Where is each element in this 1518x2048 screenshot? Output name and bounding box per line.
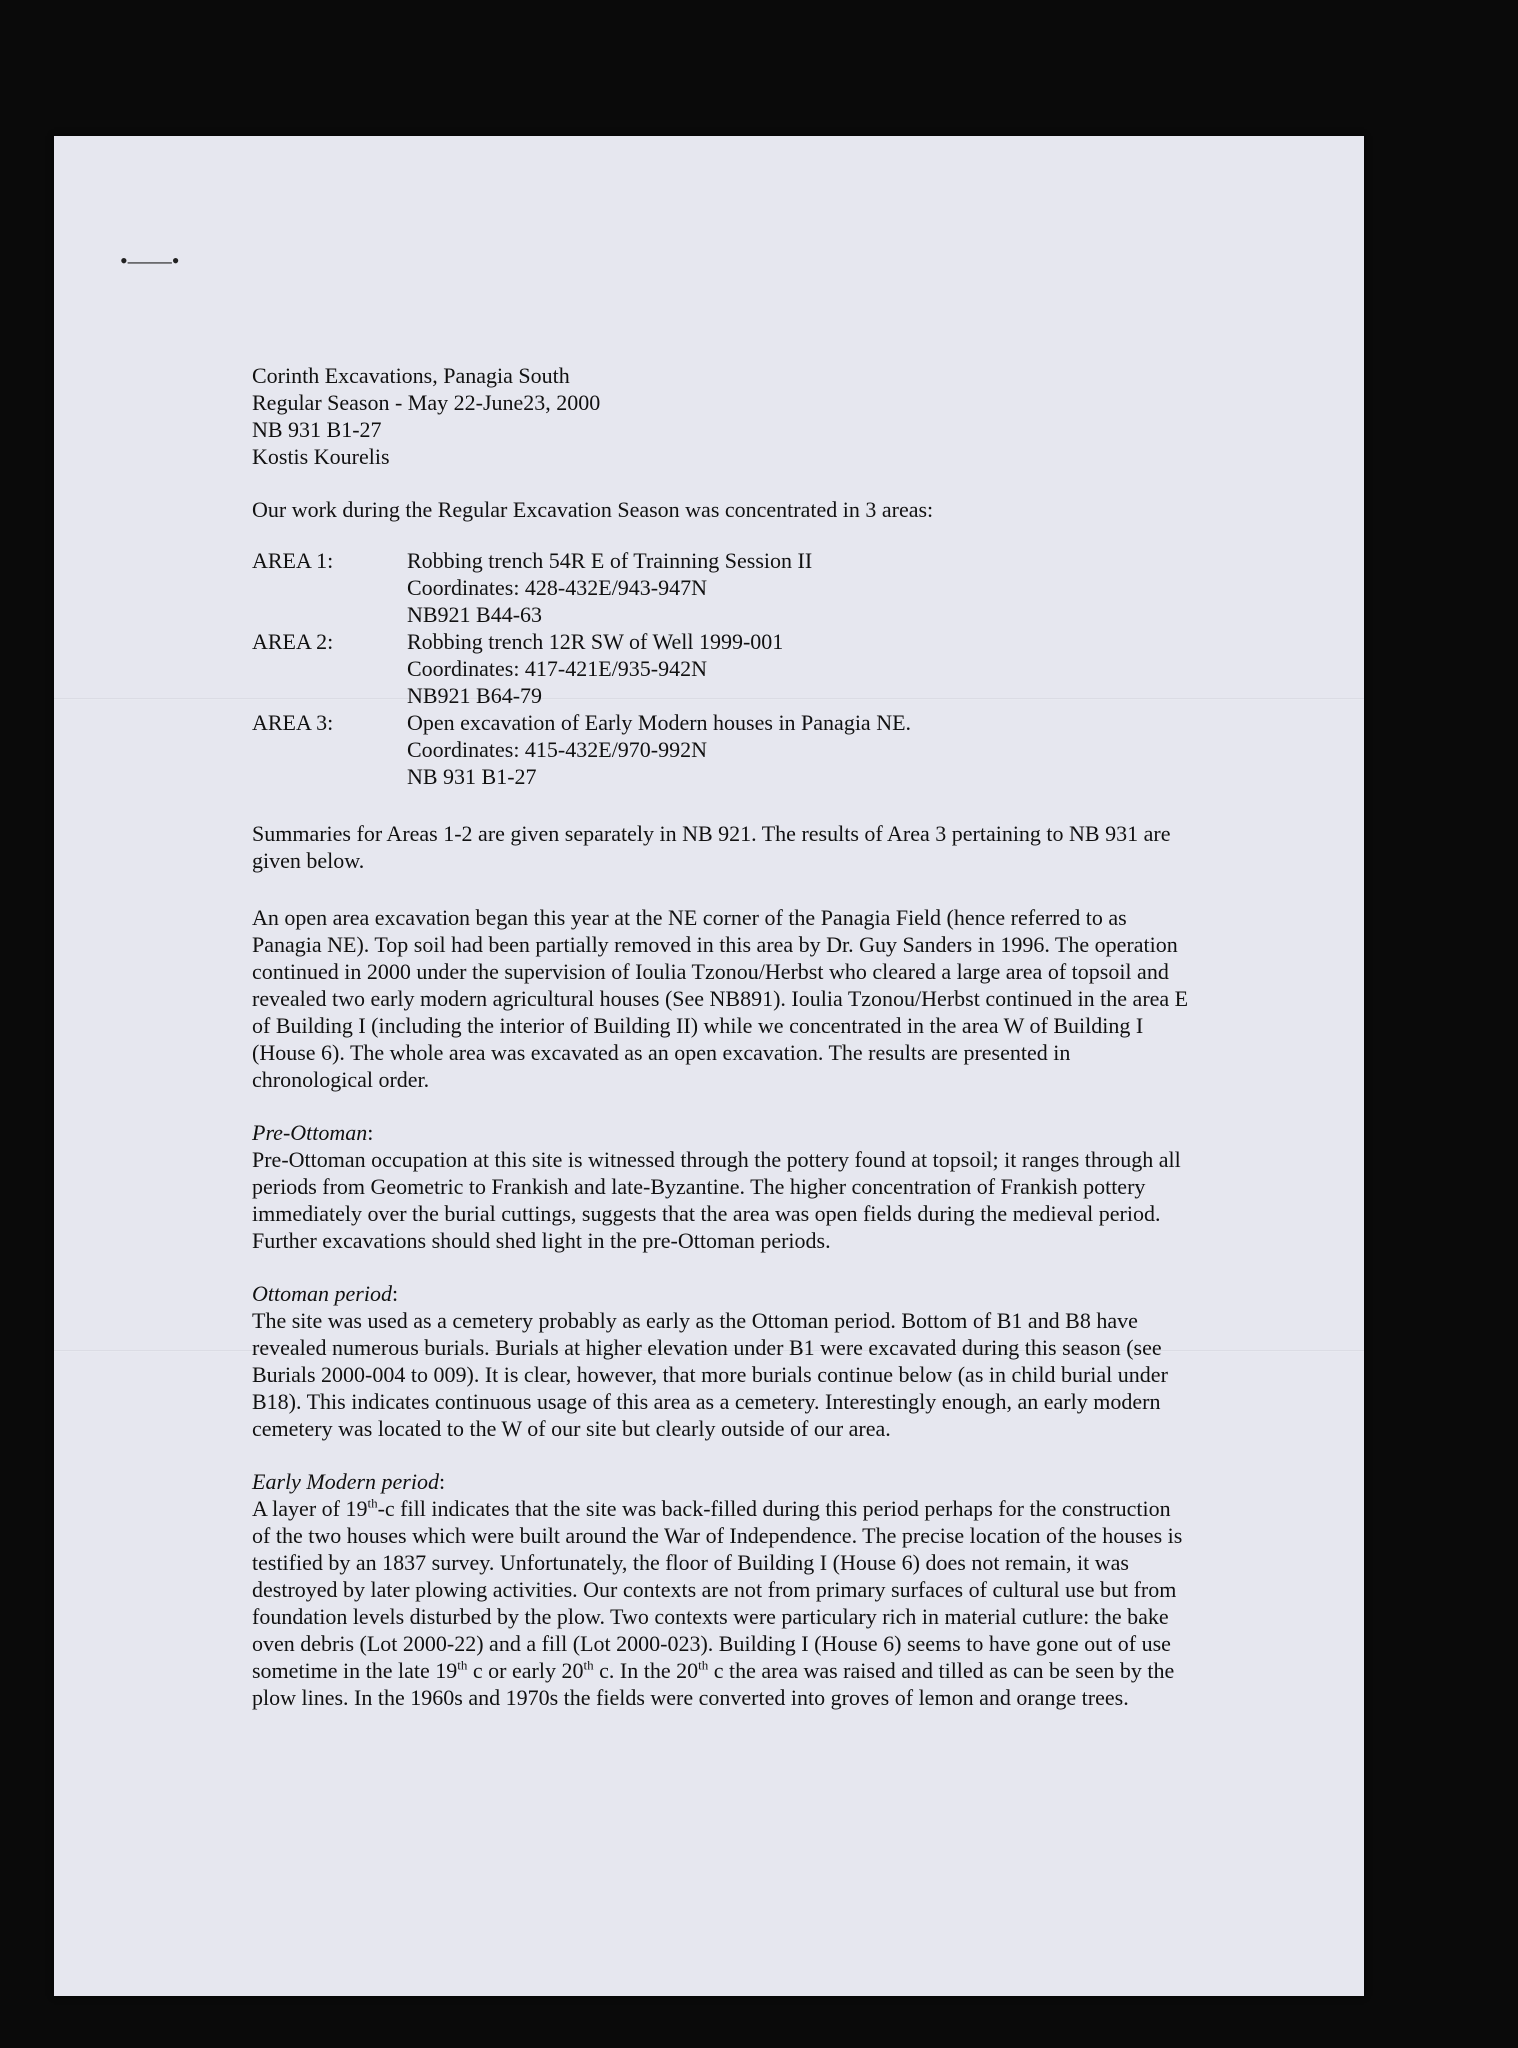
area-description: Open excavation of Early Modern houses in Panagia NE.	[407, 710, 912, 735]
superscript: th	[583, 1657, 594, 1673]
ottoman-body: The site was used as a cemetery probably as early as the Ottoman period. Bottom of B1 and B8 have revealed numerous burials. Burials at higher elevation under B1 were excavated during this season (see Burials 2000-004 to 009). It is clear, however, that more burials continue below (as in child burial under B18). This indicates continuous usage of this area as a cemetery. Interestingly enough, an early modern cemetery was located to the W of our site but clearly outside of our area.	[252, 1308, 1168, 1441]
area-row	[252, 547, 911, 574]
area-row	[252, 709, 911, 736]
areas-table	[252, 547, 911, 790]
body-text: A layer of 19	[252, 1496, 368, 1521]
area-row	[252, 574, 911, 601]
pre-ottoman-body: Pre-Ottoman occupation at this site is witnessed through the pottery found at topsoil; it ranges through all periods from Geometric to Frankish and late-Byzantine. The higher concentration of Frankish pottery immediately over the burial cuttings, suggests that the area was open fields during the medieval period. Further excavations should shed light in the pre-Ottoman periods.	[252, 1147, 1181, 1253]
area-row	[252, 736, 911, 763]
ottoman-heading: Ottoman period:	[252, 1281, 399, 1306]
early-modern-body	[252, 1495, 1192, 1711]
superscript: th	[457, 1657, 468, 1673]
body-text: -c fill indicates that the site was back-filled during this period perhaps for the construction of the two houses which were built around the War of Independence. The precise location of the houses is testified by an 1837 survey. Unfortunately, the floor of Building I (House 6) does not remain, it was destroyed by later plowing activities. Our contexts are not from primary surfaces of cultural use but from foundation levels disturbed by the plow. Two contexts were particulary rich in material cutlure: the bake oven debris (Lot 2000-22) and a fill (Lot 2000-023). Building I (House 6) seems to have gone out of use sometime in the late 19	[252, 1496, 1183, 1683]
section-heading-text: Ottoman period	[252, 1281, 392, 1306]
area-label: AREA 1:	[252, 548, 334, 573]
section-heading-text: Pre-Ottoman	[252, 1120, 368, 1145]
section-heading-text: Early Modern period	[252, 1469, 439, 1494]
area-row	[252, 628, 911, 655]
area-description: Robbing trench 54R E of Trainning Session II	[407, 548, 813, 573]
area-label: AREA 3:	[252, 710, 334, 735]
pre-ottoman-heading: Pre-Ottoman:	[252, 1120, 374, 1145]
header-notebook: NB 931 B1-27	[252, 417, 382, 442]
body-text: c the area was raised and tilled as can be seen by the plow lines. In the 1960s and 1970s the fields were converted into groves of lemon and orange trees.	[252, 1658, 1175, 1710]
header-author: Kostis Kourelis	[252, 444, 390, 469]
area-notebook: NB921 B44-63	[407, 602, 543, 627]
body-text: c. In the 20	[593, 1658, 699, 1683]
header-site: Corinth Excavations, Panagia South	[252, 363, 570, 388]
summary-paragraph: Summaries for Areas 1-2 are given separately in NB 921. The results of Area 3 pertaining to NB 931 are given below.	[252, 821, 1171, 873]
superscript: th	[698, 1657, 709, 1673]
area-row	[252, 763, 911, 790]
area-description: Robbing trench 12R SW of Well 1999-001	[407, 629, 784, 654]
intro-text: Our work during the Regular Excavation Season was concentrated in 3 areas:	[252, 497, 934, 522]
area-label: AREA 2:	[252, 629, 334, 654]
early-modern-heading: Early Modern period:	[252, 1469, 446, 1494]
area-row	[252, 601, 911, 628]
area-row	[252, 682, 911, 709]
area-notebook: NB921 B64-79	[407, 683, 543, 708]
superscript: th	[367, 1495, 378, 1511]
header-season: Regular Season - May 22-June23, 2000	[252, 390, 601, 415]
area-row	[252, 655, 911, 682]
staple-mark-icon: •——•	[120, 248, 180, 273]
document-content	[252, 362, 1192, 1711]
area-coordinates: Coordinates: 428-432E/943-947N	[407, 575, 708, 600]
area-coordinates: Coordinates: 417-421E/935-942N	[407, 656, 708, 681]
open-area-paragraph: An open area excavation began this year at the NE corner of the Panagia Field (hence referred to as Panagia NE). Top soil had been partially removed in this area by Dr. Guy Sanders in 1996. The operation continued in 2000 under the supervision of Ioulia Tzonou/Herbst who cleared a large area of topsoil and revealed two early modern agricultural houses (See NB891). Ioulia Tzonou/Herbst continued in the area E of Building I (including the interior of Building II) while we concentrated in the area W of Building I (House 6). The whole area was excavated as an open excavation. The results are presented in chronological order.	[252, 905, 1189, 1092]
body-text: c or early 20	[467, 1658, 584, 1683]
area-notebook: NB 931 B1-27	[407, 764, 537, 789]
area-coordinates: Coordinates: 415-432E/970-992N	[407, 737, 708, 762]
